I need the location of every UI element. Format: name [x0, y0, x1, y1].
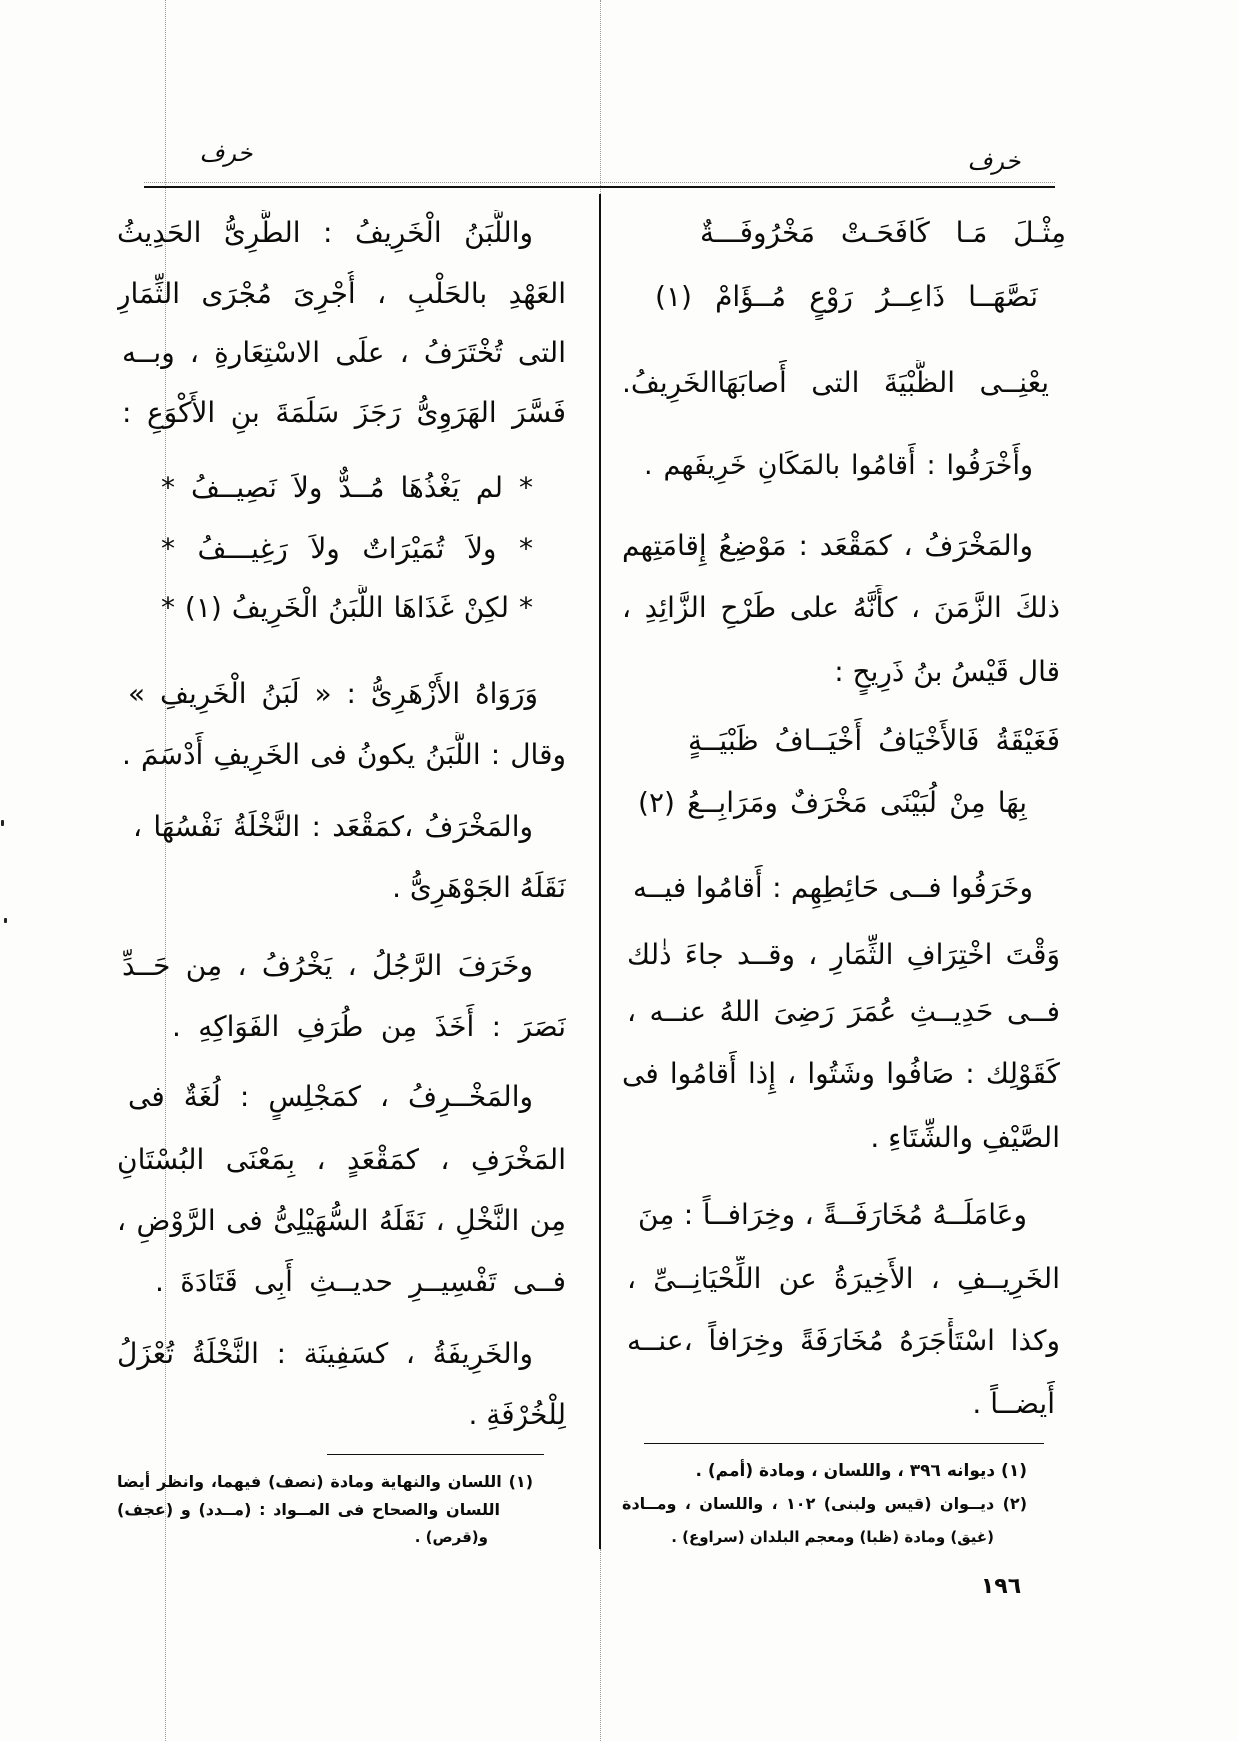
text-line: والمَخْرَفُ ،كمَقْعَد : النَّخْلَةُ نَفْسُهَا ، [133, 810, 533, 843]
footnote-line: و(قرص) . [414, 1528, 488, 1546]
scan-dotted-line-top-divider [600, 0, 601, 194]
text-line: وَقْتَ اخْتِرَافِ الثِّمَارِ ، وقــد جاءَ ذٰلك [627, 938, 1060, 971]
footnote-line: (٢) ديــوان (قيس ولبنى) ١٠٢ ، واللسان ، ومــادة [622, 1494, 1027, 1513]
text-line: بِهَا مِنْ لُبَيْنَى مَخْرَفٌ ومَرَابِــعُ (٢) [638, 786, 1027, 819]
text-line: فــى تَفْسِيــرِ حديــثِ أَبِى قَتَادَةَ . [155, 1265, 566, 1298]
text-line: يعْنِــى الظَّبْيَةَ التى أَصابَهَاالخَرِيفُ. [622, 366, 1049, 399]
text-line: كَقَوْلِك : صَافُوا وشَتُوا ، إِذا أَقامُوا فى [622, 1057, 1060, 1090]
text-line: وخَرَفُوا فــى حَائِطِهِم : أَقامُوا فيــه [633, 871, 1033, 904]
page-number: ١٩٦ [980, 1574, 1022, 1599]
footnote-line: اللسان والصحاح فى المــواد : (مــدد) و (عجف) [117, 1500, 500, 1519]
running-header-left: خرف [199, 139, 253, 167]
text-line: الصَّيْفِ والشِّتَاءِ . [870, 1121, 1060, 1154]
text-line: واللَّبَنُ الْخَرِيفُ : الطَّرِىُّ الحَدِيثُ [117, 216, 533, 249]
text-line: * لم يَغْذُهَا مُــدٌّ ولاَ نَصِيــفُ * [161, 471, 533, 504]
text-line: نَصَرَ : أَخَذَ مِن طُرَفِ الفَوَاكِهِ . [172, 1010, 566, 1043]
text-line: فَغَيْقَةُ فَالأَخْيَافُ أَخْيَــافُ ظَبْيَــةٍ [688, 724, 1060, 757]
text-line: * ولاَ تُمَيْرَاتٌ ولاَ رَغِيـــفُ * [161, 532, 533, 565]
text-line: قال قَيْسُ بنُ ذَرِيحٍ : [834, 655, 1060, 688]
text-line: فــى حَدِيــثِ عُمَرَ رَضِىَ اللهُ عنــه ، [627, 995, 1060, 1028]
text-line: وقال : اللَّبَنُ يكونُ فى الخَرِيفِ أَدْسَمَ . [122, 738, 566, 771]
text-line: أَيضــاً . [972, 1387, 1055, 1420]
footnote-line: (غيق) ومادة (ظبا) ومعجم البلدان (سراوع) . [671, 1528, 994, 1546]
footnote-rule [327, 1454, 544, 1455]
column-divider [599, 194, 601, 1549]
text-line: العَهْدِ بالحَلْبِ ، أُجْرِىَ مُجْرَى الثِّمَارِ [117, 277, 566, 310]
text-line: ذلكَ الزَّمَنَ ، كأَنَّهُ على طَرْحِ الزَّائِدِ ، [622, 591, 1060, 624]
footnote-rule [644, 1443, 1044, 1444]
text-line: والمَخْــرِفُ ، كمَجْلِسٍ : لُغَةٌ فى [128, 1080, 533, 1113]
text-line: نَقَلَهُ الجَوْهَرِىُّ . [392, 871, 566, 904]
scan-mark [4, 918, 7, 923]
footnote-line: (١) اللسان والنهاية ومادة (نصف) فيهما، وانظر أيضا [117, 1472, 533, 1491]
scan-dotted-line-header [144, 182, 1055, 183]
text-line: التى تُخْتَرَفُ ، علَى الاسْتِعَارةِ ، وبــه [122, 336, 566, 369]
text-line: والخَرِيفَةُ ، كسَفِينَة : النَّخْلَةُ تُعْزَلُ [117, 1337, 533, 1370]
running-header-right: خرف [967, 147, 1021, 175]
text-line: المَخْرَفِ ، كمَقْعَدٍ ، بِمَعْنَى البُسْتَانِ [117, 1143, 566, 1176]
text-line: مِن النَّخْلِ ، نَقَلَهُ السُّهَيْلِىُّ فى الرَّوْضِ ، [117, 1204, 566, 1237]
text-line: مِثْـلَ مَـا كَافَحَـتْ مَخْرُوفَـــةٌ [700, 216, 1066, 249]
text-line: وعَامَلَــهُ مُخَارَفَــةً ، وخِرَافــاً : مِنَ [638, 1198, 1027, 1231]
footnote-line: (١) ديوانه ٣٩٦ ، واللسان ، ومادة (أمم) . [695, 1461, 1027, 1481]
text-line: لِلْخُرْفَةِ . [468, 1398, 566, 1431]
text-line: وخَرَفَ الرَّجُلُ ، يَخْرُفُ ، مِن حَــدِّ [122, 949, 533, 982]
text-line: وكذا اسْتَأْجَرَهُ مُخَارَفَةً وخِرَافاً ،عنــه [627, 1324, 1060, 1357]
text-line: وَرَوَاهُ الأَزْهَرِىُّ : « لَبَنُ الْخَرِيفِ » [128, 677, 538, 710]
text-line: الخَرِيــفِ ، الأَخِيرَةُ عن اللِّحْيَانِــىِّ ، [627, 1262, 1060, 1295]
scan-mark [1, 820, 4, 826]
text-line: * لكِنْ غَذَاهَا اللَّبَنُ الْخَرِيفُ (١) * [161, 591, 533, 624]
text-line: نَصَّهَــا ذَاعِــرُ رَوْعٍ مُــؤَامْ (١) [655, 280, 1038, 313]
header-rule [144, 186, 1055, 188]
text-line: والمَخْرَفُ ، كمَقْعَد : مَوْضِعُ إِقامَتِهم [622, 529, 1033, 562]
scan-dotted-line-bottom-divider [600, 1549, 601, 1741]
text-line: وأَخْرَفُوا : أَقامُوا بالمَكَانِ خَرِيفَهم . [644, 450, 1033, 481]
text-line: فَسَّرَ الهَرَوِىُّ رَجَزَ سَلَمَةَ بنِ الأَكْوَعِ : [122, 396, 566, 429]
